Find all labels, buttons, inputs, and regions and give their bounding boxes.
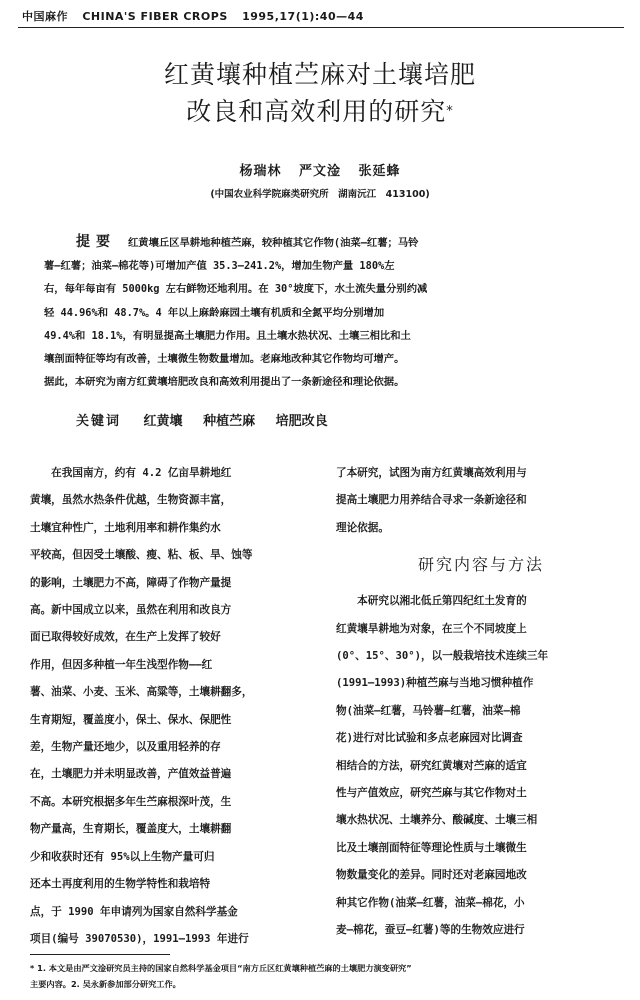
body-line: 生育期短，覆盖度小，保土、保水、保肥性 (30, 713, 232, 726)
author-list (0, 160, 640, 179)
abstract-line: 49.4%和 18.1%，有明显提高土壤肥力作用。且土壤水热状况、土壤三相比和土 (44, 329, 411, 342)
journal-name-en: CHINA'S FIBER CROPS (82, 10, 228, 23)
body-column-left (30, 460, 318, 953)
title-footnote-mark: * (446, 104, 454, 119)
author-name: 张延蜂 (358, 164, 401, 179)
footnote-rule (30, 954, 170, 955)
keywords (76, 410, 596, 429)
abstract-line: 据此，本研究为南方红黄壤培肥改良和高效利用提出了一条新途径和理论依据。 (44, 376, 405, 389)
body-line: 种其它作物(油菜—红薯，油菜—棉花，小 (336, 896, 525, 909)
body-line: 物产量高，生育期长，覆盖度大，土壤耕翻 (30, 823, 232, 836)
body-line: 面已取得较好成效，在生产上发挥了较好 (30, 631, 221, 644)
article-title (0, 56, 640, 130)
body-line: 物(油菜—红薯，马铃薯—红薯，油菜—棉 (336, 704, 521, 717)
body-line: 平较高，但因受土壤酸、瘦、粘、板、旱、蚀等 (30, 549, 253, 562)
body-line: 少和收获时还有 95%以上生物产量可归 (30, 850, 215, 863)
abstract-line: 轻 44.96%和 48.7%。4 年以上麻龄麻园土壤有机质和全氮平均分别增加 (44, 306, 385, 319)
body-line: 红黄壤旱耕地为对象，在三个不同坡度上 (336, 622, 527, 635)
body-line: 高。新中国成立以来，虽然在利用和改良方 (30, 604, 232, 617)
keywords-label: 关键词 (76, 414, 122, 429)
body-line: 薯、油菜、小麦、玉米、高粱等，土壤耕翻多， (30, 686, 253, 699)
affiliation: (中国农业科学院麻类研究所 湖南沅江 413100) (210, 189, 430, 200)
footnote (30, 960, 620, 992)
section-heading: 研究内容与方法 (417, 555, 544, 575)
citation: 1995,17(1):40—44 (242, 10, 364, 23)
body-line: 不高。本研究根据多年生苎麻根深叶茂，生 (30, 795, 232, 808)
abstract-line: 右，每年每亩有 5000kg 左右鲜物还地利用。在 30°坡度下，水土流失量分别约减 (44, 283, 428, 296)
body-line: 在，土壤肥力并未明显改善，产值效益普遍 (30, 768, 232, 781)
author-name: 严文淦 (298, 164, 341, 179)
body-line: 项目(编号 39070530)，1991—1993 年进行 (30, 932, 249, 945)
body-line: 性与产值效应，研究苎麻与其它作物对土 (336, 787, 527, 800)
body-line: 在我国南方，约有 4.2 亿亩旱耕地红 (30, 467, 232, 479)
body-line: 相结合的方法，研究红黄壤对苎麻的适宜 (336, 759, 527, 772)
body-line: 了本研究，试图为南方红黄壤高效利用与 (336, 467, 527, 479)
header-rule (18, 27, 624, 28)
body-line: 黄壤，虽然水热条件优越，生物资源丰富， (30, 494, 232, 507)
keyword: 培肥改良 (275, 414, 328, 429)
abstract-label: 提要 (76, 234, 116, 250)
keyword: 种植苎麻 (203, 414, 256, 429)
abstract-line (44, 231, 604, 255)
running-head (22, 8, 622, 24)
title-line-2-text: 改良和高效利用的研究 (186, 97, 447, 126)
body-line: 壤水热状况、土壤养分、酸碱度、土壤三相 (336, 814, 538, 827)
body-line: (1991—1993)种植苎麻与当地习惯种植作 (336, 677, 534, 690)
abstract-line: 壤剖面特征等均有改善，土壤微生物数量增加。老麻地改种其它作物均可增产。 (44, 353, 405, 366)
body-line: 作用，但因多种植一年生浅型作物——红 (30, 658, 213, 671)
body-line: 物数量变化的差异。同时还对老麻园地改 (336, 869, 527, 882)
body-line: 土壤宜种性广，土地利用率和耕作集约水 (30, 521, 221, 534)
title-line-2 (0, 93, 640, 130)
body-line: 本研究以湘北低丘第四纪红土发育的 (336, 595, 527, 608)
body-line: (0°、15°、30°)，以一般栽培技术连续三年 (336, 650, 549, 663)
title-line-1: 红黄壤种植苎麻对土壤培肥 (163, 60, 476, 89)
body-line: 的影响，土壤肥力不高，障碍了作物产量提 (30, 576, 232, 589)
body-line: 还本土再度利用的生物学特性和栽培特 (30, 878, 211, 891)
body-line: 麦—棉花，蚕豆—红薯)等的生物效应进行 (336, 924, 525, 937)
body-line: 比及土壤剖面特征等理论性质与土壤微生 (336, 841, 527, 854)
body-line: 差，生物产量还地少，以及重用轻养的存 (30, 741, 221, 754)
footnote-line: 主要内容。2. 吴永新参加部分研究工作。 (30, 979, 181, 989)
journal-name-cn: 中国麻作 (22, 10, 68, 23)
abstract-line: 薯—红薯；油菜—棉花等)可增加产值 35.3—241.2%，增加生物产量 180%左 (44, 260, 395, 273)
abstract (44, 231, 604, 394)
body-column-right (336, 460, 626, 945)
footnote-line: * 1. 本文是由严文淦研究员主持的国家自然科学基金项目“南方丘区红黄壤种植苎麻的土壤肥力演变研究” (30, 963, 412, 973)
body-line: 提高土壤肥力用养结合寻求一条新途径和 (336, 494, 527, 507)
author-name: 杨瑞林 (239, 164, 282, 179)
abstract-line-text: 红黄壤丘区旱耕地种植苎麻，较种植其它作物(油菜—红薯；马铃 (128, 237, 419, 249)
body-line: 点，于 1990 年申请列为国家自然科学基金 (30, 905, 238, 918)
keyword: 红黄壤 (143, 414, 183, 429)
body-line: 理论依据。 (336, 521, 389, 534)
body-line: 花)进行对比试验和多点老麻园对比调查 (336, 732, 523, 745)
